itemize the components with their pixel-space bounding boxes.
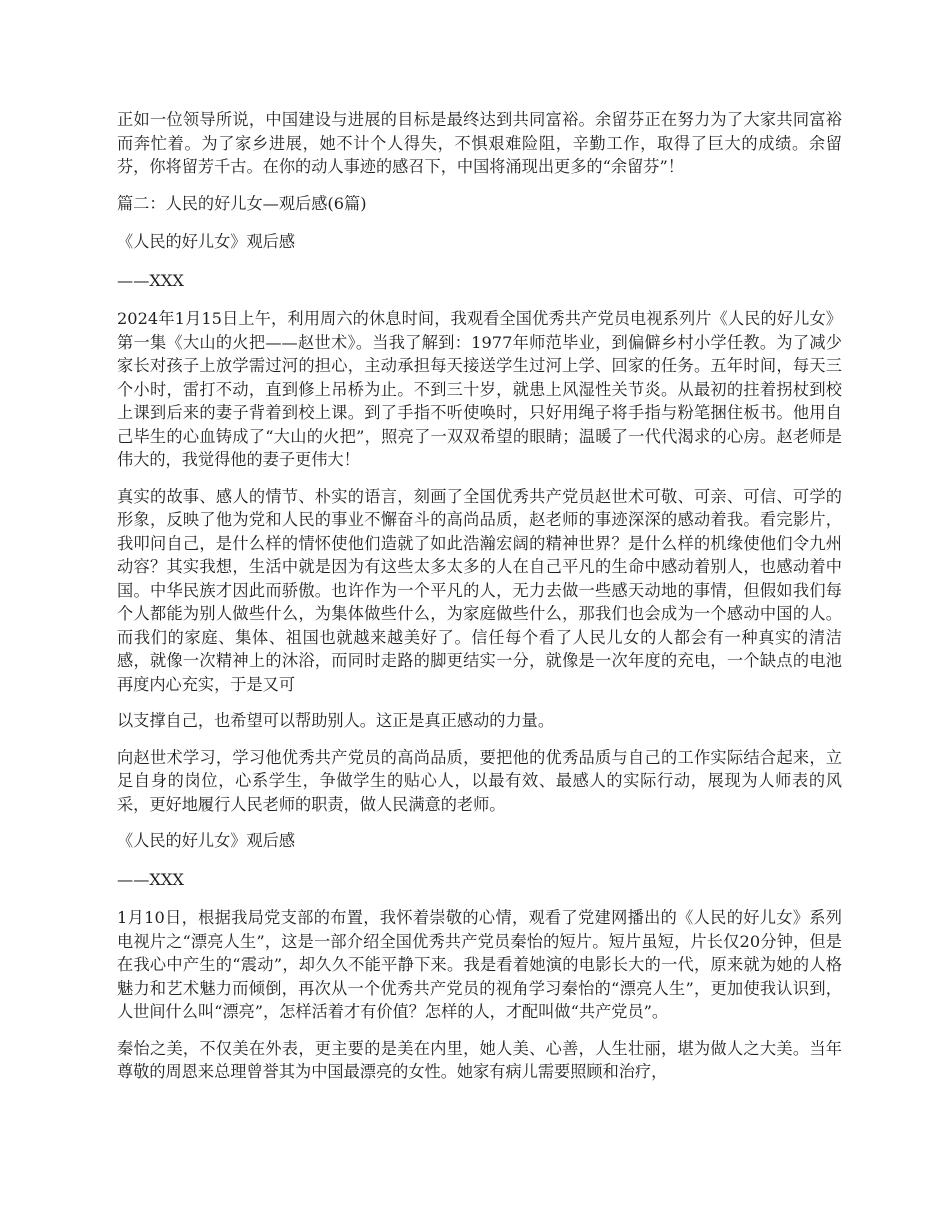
paragraph-body: 2024年1月15日上午，利用周六的休息时间，我观看全国优秀共产党员电视系列片《人民的好儿女》第一集《大山的火把——赵世术》。当我了解到：1977年师范毕业，到偏僻乡村小学任教。为了减少家长对孩子上放学需过河的担心，主动承担每天接送学生过河上学、回家的任务。五年时间，每天三个小时，雷打不动，直到修上吊桥为止。不到三十岁，就患上风湿性关节炎。从最初的拄着拐杖到校上课到后来的妻子背着到校上课。到了手指不听使唤时，只好用绳子将手指与粉笔捆住板书。他用自己毕生的心血铸成了“大山的火把”，照亮了一双双希望的眼睛；温暖了一代代渴求的心房。赵老师是伟大的，我觉得他的妻子更伟大！ (117, 309, 842, 469)
paragraph-body: 向赵世术学习，学习他优秀共产党员的高尚品质，要把他的优秀品质与自己的工作实际结合起来，立足自身的岗位，心系学生，争做学生的贴心人，以最有效、最感人的实际行动，展现为人师表的风采，更好地履行人民老师的职责，做人民满意的老师。 (117, 747, 842, 814)
paragraph-body: 1月10日，根据我局党支部的布置，我怀着崇敬的心情，观看了党建网播出的《人民的好儿女》系列电视片之“漂亮人生”，这是一部介绍全国优秀共产党员秦怡的短片。短片虽短，片长仅20分钟，但是在我心中产生的“震动”，却久久不能平静下来。我是看着她演的电影长大的一代，原来就为她的人格魅力和艺术魅力而倾倒，再次从一个优秀共产党员的视角学习秦怡的“漂亮人生”，更加使我认识到，人世间什么叫“漂亮”，怎样活着才有价值？怎样的人，才配叫做“共产党员”。 (117, 908, 842, 1021)
essay-title: 《人民的好儿女》观后感 (117, 232, 296, 251)
paragraph-body: 秦怡之美，不仅美在外表，更主要的是美在内里，她人美、心善，人生壮丽，堪为做人之大美。当年尊敬的周恩来总理曾誉其为中国最漂亮的女性。她家有病儿需要照顾和治疗， (117, 1038, 842, 1081)
section-heading: 篇二：人民的好儿女—观后感(6篇) (117, 193, 367, 213)
paragraph-intro: 正如一位领导所说，中国建设与进展的目标是最终达到共同富裕。余留芬正在努力为了大家共同富裕而奔忙着。为了家乡进展，她不计个人得失，不惧艰难险阻，辛勤工作，取得了巨大的成绩。余留芬，你将留芳千古。在你的动人事迹的感召下，中国将涌现出更多的“余留芬”！ (117, 110, 842, 176)
essay-title: 《人民的好儿女》观后感 (117, 831, 296, 850)
essay-author: ——XXX (117, 270, 184, 290)
essay-author: ——XXX (117, 869, 184, 889)
paragraph-body: 真实的故事、感人的情节、朴实的语言，刻画了全国优秀共产党员赵世术可敬、可亲、可信、可学的形象，反映了他为党和人民的事业不懈奋斗的高尚品质，赵老师的事迹深深的感动着我。看完影片，我叩问自己，是什么样的情怀使他们造就了如此浩瀚宏阔的精神世界？是什么样的机缘使他们令九州动容？其实我想，生活中就是因为有这些太多太多的人在自己平凡的生命中感动着别人，也感动着中国。中华民族才因此而骄傲。也许作为一个平凡的人，无力去做一些感天动地的事情，但假如我们每个人都能为别人做些什么，为集体做些什么，为家庭做些什么，那我们也会成为一个感动中国的人。而我们的家庭、集体、祖国也就越来越美好了。信任每个看了人民儿女的人都会有一种真实的清洁感，就像一次精神上的沐浴，而同时走路的脚更结实一分，就像是一次年度的充电，一个缺点的电池再度内心充实，于是又可 (117, 486, 842, 694)
document-page (117, 108, 842, 1097)
paragraph-body: 以支撑自己，也希望可以帮助别人。这正是真正感动的力量。 (117, 711, 555, 730)
